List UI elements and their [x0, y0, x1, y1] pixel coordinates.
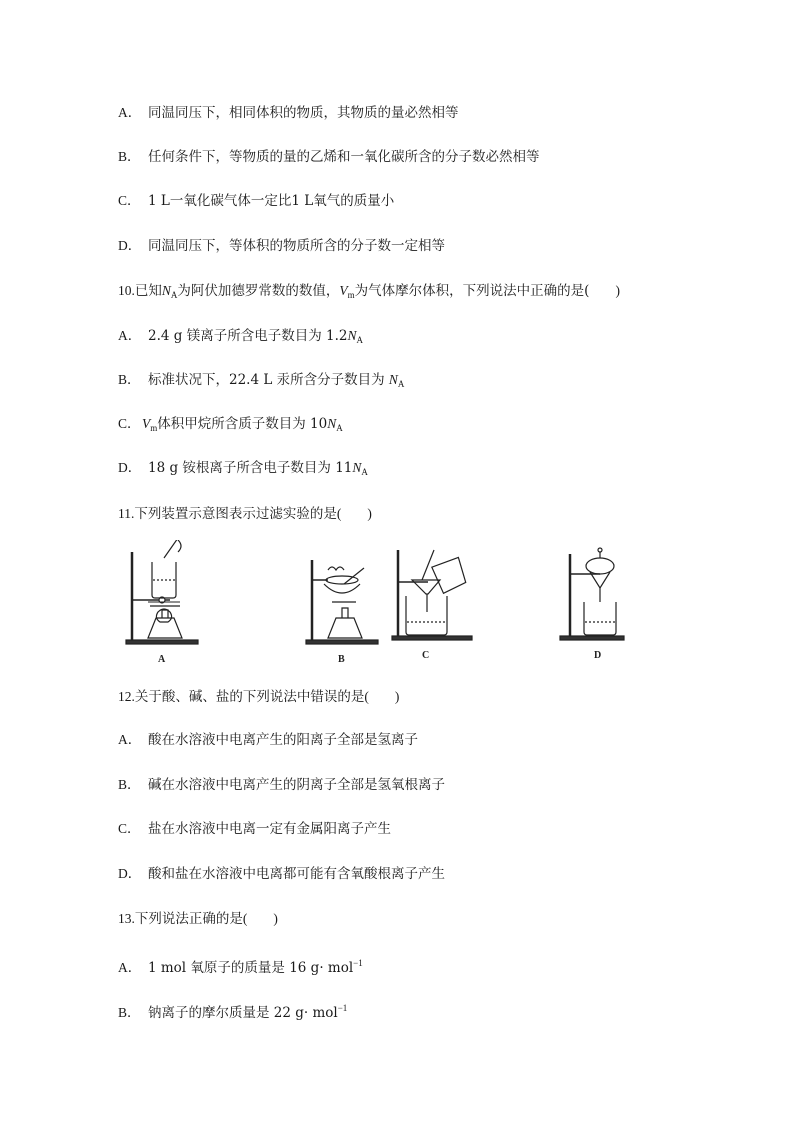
q12-option-d: D． 酸和盐在水溶液中电离都可能有含氧酸根离子产生 [118, 866, 445, 882]
q12-stem: 12.关于酸、碱、盐的下列说法中错误的是( ) [118, 689, 400, 704]
q12-option-c: C． 盐在水溶液中电离一定有金属阳离子产生 [118, 821, 391, 837]
q10-stem: 10.已知$N_A$为阿伏加德罗常数的数值，$V_m$为气体摩尔体积，下列说法中正确的是( ) [118, 283, 620, 300]
svg-text:D: D [594, 650, 602, 661]
q10-option-a: A． 2.4 g 镁离子所含电子数目为 $1.2N_A$ [118, 328, 363, 345]
q13-option-b: B． 钠离子的摩尔质量是 22 g· mol$^{-1}$ [118, 1003, 348, 1021]
q11-stem: 11.下列装置示意图表示过滤实验的是( ) [118, 506, 372, 521]
lab-apparatus-figure [118, 540, 648, 670]
apparatus-a-figure [126, 540, 198, 665]
q9-option-c: C． 1 L一氧化碳气体一定比1 L氧气的质量小 [118, 193, 395, 209]
svg-text:A: A [158, 654, 166, 665]
q10-option-b: B． 标准状况下，22.4 L 汞所含分子数目为 $N_A$ [118, 372, 405, 389]
apparatus-d-figure [560, 548, 624, 661]
q13-option-a: A． 1 mol 氧原子的质量是 16 g· mol$^{-1}$ [118, 958, 363, 976]
q12-option-b: B． 碱在水溶液中电离产生的阴离子全部是氢氧根离子 [118, 777, 445, 793]
apparatus-b-figure [306, 560, 378, 665]
q10-option-d: D． 18 g 铵根离子所含电子数目为 $11N_A$ [118, 460, 368, 477]
q9-option-b: B． 任何条件下，等物质的量的乙烯和一氧化碳所含的分子数必然相等 [118, 149, 540, 165]
q10-option-c: C．$V_m$体积甲烷所含质子数目为 $10N_A$ [118, 416, 343, 433]
apparatus-c-figure [392, 550, 472, 661]
q9-option-a: A． 同温同压下，相同体积的物质，其物质的量必然相等 [118, 105, 459, 121]
svg-text:B: B [338, 654, 345, 665]
q13-stem: 13.下列说法正确的是( ) [118, 911, 278, 926]
q12-option-a: A． 酸在水溶液中电离产生的阳离子全部是氢离子 [118, 732, 418, 748]
q9-option-d: D． 同温同压下，等体积的物质所含的分子数一定相等 [118, 238, 445, 254]
svg-text:C: C [422, 650, 430, 661]
